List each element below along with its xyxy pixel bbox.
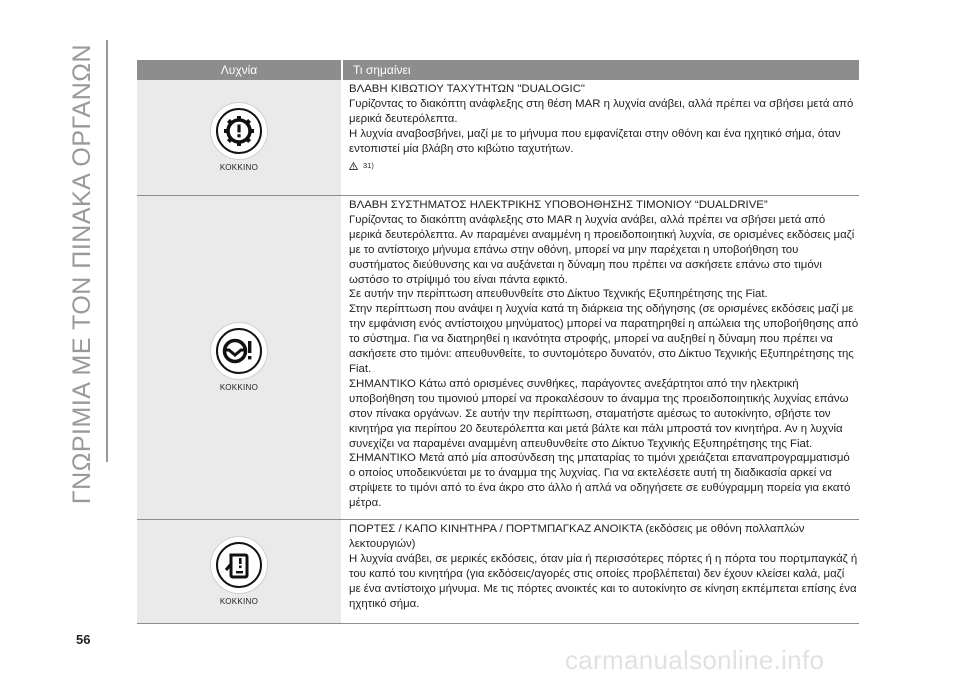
paragraph: Στην περίπτωση που ανάψει η λυχνία κατά τη διάρκεια της οδήγησης (σε ορισμένες εκδόσεις μαζί με την εμφάνιση ενός αντίστοιχου μηνύματος) μπορεί να παρατηρηθεί η απώλεια της υποβοήθησης από το σύστημα. Για να διατηρηθεί η ικανότητα στροφής, μπορεί να αυξηθεί η δύναμη που πρέπει να ασκήσετε στο τιμόνι: απευθυνθείτε, το συντομότερο δυνατόν, στο Δίκτυο Τεχνικής Εξυπηρέτησης της Fiat.	[349, 303, 859, 375]
light-color-label: ΚΟΚΚΙΝΟ	[219, 383, 259, 392]
door-open-icon	[211, 537, 267, 593]
paragraph: Η λυχνία αναβοσβήνει, μαζί με το μήνυμα που εμφανίζεται στην οθόνη και ένα ηχητικό σήμα, όταν εντοπιστεί μία βλάβη στο κιβώτιο ταχυτήτων.	[349, 127, 841, 155]
light-cell	[137, 80, 341, 195]
hazard-icon	[349, 162, 358, 170]
meaning-cell	[341, 196, 859, 519]
light-color-label: ΚΟΚΚΙΝΟ	[219, 163, 259, 172]
header-meaning: Τι σημαίνει	[341, 60, 859, 80]
paragraph: ΒΛΑΒΗ ΣΥΣΤΗΜΑΤΟΣ ΗΛΕΚΤΡΙΚΗΣ ΥΠΟΒΟΗΘΗΣΗΣ ΤΙΜΟΝΙΟΥ “DUALDRIVE”	[349, 199, 768, 211]
light-cell	[137, 196, 341, 519]
warning-lights-table	[137, 60, 859, 624]
paragraph: ΠΟΡΤΕΣ / ΚΑΠΟ ΚΙΝΗΤΗΡΑ / ΠΟΡΤΜΠΑΓΚΑΖ ΑΝΟΙΚΤΑ (εκδόσεις με οθόνη πολλαπλών λεκτουργιών)	[349, 523, 805, 550]
section-title: ΓΝΩΡΙΜΙΑ ΜΕ ΤΟΝ ΠΙΝΑΚΑ ΟΡΓΑΝΩΝ	[67, 44, 96, 505]
table-header	[137, 60, 859, 80]
cross-reference	[349, 159, 859, 174]
reference-number: 31)	[363, 160, 374, 170]
header-light: Λυχνία	[220, 63, 258, 77]
paragraph: Γυρίζοντας το διακόπτη ανάφλεξης στο MAR η λυχνία ανάβει, αλλά πρέπει να σβήσει μετά από μερικά δευτερόλεπτα. Αν παραμένει αναμμένη η προειδοποιητική λυχνία, σε ορισμένες εκδόσεις μαζί με το αντίστοιχο μήνυμα επάνω στην οθόνη, μπορεί να μην παρέχεται η υποβοήθηση του συστήματος διεύθυνσης και να αυξάνεται η δύναμη που πρέπει να ασκήσετε επάνω στο τιμόνι ωστόσο το στρίψιμό του είναι πάντα εφικτό.	[349, 213, 855, 286]
paragraph: ΣΗΜΑΝΤΙΚΟ Μετά από μία αποσύνδεση της μπαταρίας το τιμόνι χρειάζεται επαναπρογραμματισμό ο οποίος υποδεικνύεται με το άναμμα της λυχνίας. Για να εκτελέσετε αυτή τη διαδικασία αρκεί να στρίψετε το τιμόνι από το ένα άκρο στο άλλο ή απλά να οδηγήσετε σε ευθύγραμμη πορεία για εκατό μέτρα.	[349, 452, 851, 510]
gear-warning-icon	[211, 103, 267, 159]
watermark: carmanualsonline.info	[565, 645, 825, 675]
light-color-label: ΚΟΚΚΙΝΟ	[219, 597, 259, 606]
meaning-cell	[341, 520, 859, 623]
paragraph: Η λυχνία ανάβει, σε μερικές εκδόσεις, όταν μία ή περισσότερες πόρτες ή η πόρτα του πορτμπαγκάζ ή του καπό του κινητήρα (για εκδόσεις/αγορές στις οποίες προβλέπεται) δεν έχουν κλείσει καλά, μαζί με ένα αντίστοιχο μήνυμα. Με τις πόρτες ανοικτές και το αυτοκίνητο σε κίνηση εκπέμπεται επίσης ένα ηχητικό σήμα.	[349, 552, 858, 610]
steering-warning-icon	[211, 323, 267, 379]
paragraph: Σε αυτήν την περίπτωση απευθυνθείτε στο Δίκτυο Τεχνικής Εξυπηρέτησης της Fiat.	[349, 288, 768, 301]
section-divider	[106, 40, 108, 462]
paragraph: ΣΗΜΑΝΤΙΚΟ Κάτω από ορισμένες συνθήκες, παράγοντες ανεξάρτητοι από την ηλεκτρική υποβοήθηση του τιμονιού μπορεί να προκαλέσουν το άναμμα της προειδοποιητικής λυχνίας επάνω στον πίνακα οργάνων. Σε αυτήν την περίπτωση, σταματήστε αμέσως το αυτοκίνητο, σβήστε τον κινητήρα για περίπου 20 δευτερόλεπτα και μετά βάλτε και πάλι μπροστά τον κινητήρα. Αν η λυχνία συνεχίζει να παραμένει αναμμένη απευθυνθείτε στο Δίκτυο Τεχνικής Εξυπηρέτησης της Fiat.	[349, 377, 849, 450]
table-row	[137, 80, 859, 196]
page-number: 56	[76, 632, 91, 647]
table-row	[137, 196, 859, 520]
table-row	[137, 520, 859, 624]
paragraph: Γυρίζοντας το διακόπτη ανάφλεξης στη θέση MAR η λυχνία ανάβει, αλλά πρέπει να σβήσει μετά από μερικά δευτερόλεπτα.	[349, 97, 854, 125]
paragraph: ΒΛΑΒΗ ΚΙΒΩΤΙΟΥ ΤΑΧΥΤΗΤΩΝ "DUALOGIC"	[349, 83, 585, 95]
meaning-cell	[341, 80, 859, 195]
light-cell	[137, 520, 341, 623]
